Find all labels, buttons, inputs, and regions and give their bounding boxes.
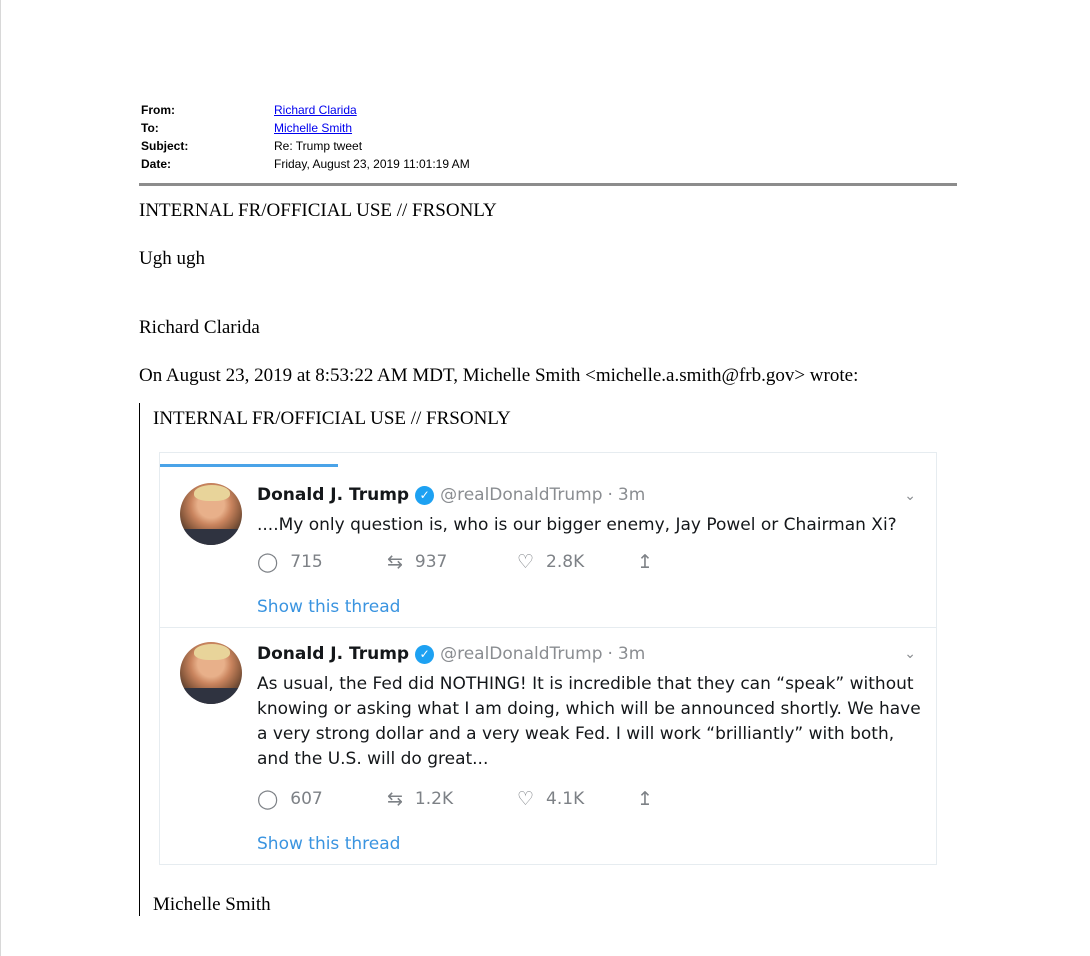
retweet-icon: ⇆ xyxy=(387,788,403,810)
author-handle[interactable]: @realDonaldTrump xyxy=(440,644,603,664)
email-header xyxy=(141,101,470,173)
sender-signature: Richard Clarida xyxy=(139,317,260,338)
header-divider xyxy=(139,183,957,186)
from-link[interactable]: Richard Clarida xyxy=(274,103,357,117)
tweet-author-row xyxy=(257,644,645,664)
reply-count: 607 xyxy=(290,789,323,809)
tweet-author-row xyxy=(257,485,645,505)
from-row xyxy=(141,101,470,119)
tweet-time[interactable]: 3m xyxy=(617,644,646,664)
page-edge xyxy=(0,0,1,956)
date-row xyxy=(141,155,470,173)
subject-row xyxy=(141,137,470,155)
reply-count: 715 xyxy=(290,552,323,572)
reply-intro: On August 23, 2019 at 8:53:22 AM MDT, Michelle Smith <michelle.a.smith@frb.gov> wrote: xyxy=(139,365,859,386)
share-button[interactable] xyxy=(637,551,665,573)
tweet-text: As usual, the Fed did NOTHING! It is incredible that they can “speak” without knowing or asking what I am doing, which will be announced shortly. We have a very strong dollar and a very weak Fed. I will work “brilliantly” with both, and the U.S. will do great... xyxy=(257,674,921,769)
share-icon: ↥ xyxy=(637,551,653,573)
message-text: Ugh ugh xyxy=(139,248,205,269)
classification-line: INTERNAL FR/OFFICIAL USE // FRSONLY xyxy=(139,200,497,221)
like-count: 4.1K xyxy=(546,789,585,809)
to-row xyxy=(141,119,470,137)
date-value: Friday, August 23, 2019 11:01:19 AM xyxy=(274,157,470,171)
author-name[interactable]: Donald J. Trump xyxy=(257,644,410,664)
tweet-screenshot xyxy=(159,452,937,865)
quote-bar xyxy=(139,403,140,916)
reply-icon: ◯ xyxy=(257,551,279,573)
reply-icon: ◯ xyxy=(257,788,279,810)
tweet xyxy=(160,628,936,864)
reply-button[interactable] xyxy=(257,788,387,810)
subject-label: Subject: xyxy=(141,139,189,153)
like-icon: ♡ xyxy=(517,551,535,573)
tweet-time[interactable]: 3m xyxy=(617,485,646,505)
show-thread-link[interactable]: Show this thread xyxy=(257,597,401,617)
reply-button[interactable] xyxy=(257,551,387,573)
like-button[interactable] xyxy=(517,788,637,810)
tweet-text: ....My only question is, who is our bigger enemy, Jay Powel or Chairman Xi? xyxy=(257,515,897,535)
tweet-actions xyxy=(257,788,665,810)
verified-badge-icon: ✓ xyxy=(415,645,434,664)
like-icon: ♡ xyxy=(517,788,535,810)
quoted-classification: INTERNAL FR/OFFICIAL USE // FRSONLY xyxy=(153,408,511,429)
to-label: To: xyxy=(141,121,159,135)
retweet-button[interactable] xyxy=(387,551,517,573)
avatar[interactable] xyxy=(180,642,242,704)
share-button[interactable] xyxy=(637,788,665,810)
retweet-button[interactable] xyxy=(387,788,517,810)
retweet-icon: ⇆ xyxy=(387,551,403,573)
separator: · xyxy=(607,644,613,664)
to-link[interactable]: Michelle Smith xyxy=(274,121,353,135)
verified-badge-icon: ✓ xyxy=(415,486,434,505)
like-button[interactable] xyxy=(517,551,637,573)
author-name[interactable]: Donald J. Trump xyxy=(257,485,410,505)
avatar[interactable] xyxy=(180,483,242,545)
author-handle[interactable]: @realDonaldTrump xyxy=(440,485,603,505)
separator: · xyxy=(607,485,613,505)
chevron-down-icon[interactable]: ⌄ xyxy=(904,488,916,504)
date-label: Date: xyxy=(141,157,172,171)
show-thread-link[interactable]: Show this thread xyxy=(257,834,401,854)
tweet xyxy=(160,467,936,628)
quoted-signature: Michelle Smith xyxy=(153,894,271,915)
like-count: 2.8K xyxy=(546,552,585,572)
tweet-actions xyxy=(257,551,665,573)
chevron-down-icon[interactable]: ⌄ xyxy=(904,646,916,662)
from-label: From: xyxy=(141,103,175,117)
subject-value: Re: Trump tweet xyxy=(274,139,363,153)
retweet-count: 937 xyxy=(414,552,448,572)
retweet-count: 1.2K xyxy=(414,789,454,809)
share-icon: ↥ xyxy=(637,788,653,810)
